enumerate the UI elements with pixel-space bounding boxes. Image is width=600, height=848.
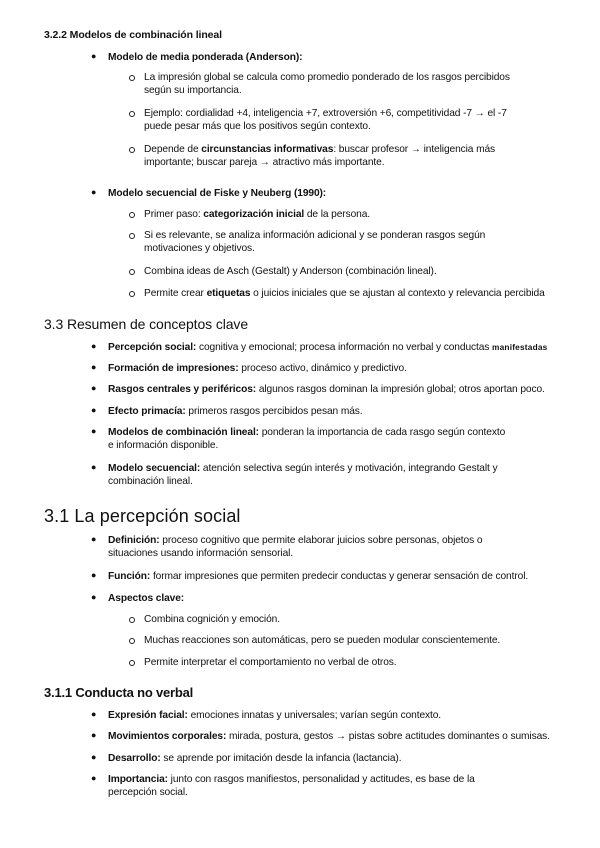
- bullet: ●: [91, 187, 97, 197]
- bullet: ●: [91, 383, 97, 393]
- definicion-item: Definición: proceso cognitivo que permite elaborar juicios sobre personas, objetos o situaciones usando información sensorial.: [108, 535, 483, 559]
- bullet: ●: [91, 405, 97, 415]
- sub-bullet: [129, 212, 135, 218]
- funcion-item: Función: formar impresiones que permiten predecir conductas y generar sensación de control.: [108, 571, 529, 582]
- bullet: ●: [91, 51, 97, 61]
- nonverbal-item-facial: Expresión facial: emociones innatas y universales; varían según contexto.: [108, 710, 442, 721]
- summary-item-percepcion: Percepción social: cognitiva y emocional; procesa información no verbal y conductas manifestadas: [108, 342, 548, 353]
- bullet: ●: [91, 752, 97, 762]
- sub-bullet: [129, 75, 135, 81]
- aspectos-clave-item: Aspectos clave:: [108, 593, 185, 604]
- nonverbal-item-desarrollo: Desarrollo: se aprende por imitación desde la infancia (lactancia).: [108, 753, 402, 764]
- sub-bullet: [129, 269, 135, 275]
- summary-item-combinacion: Modelos de combinación lineal: ponderan la importancia de cada rasgo según contexto e información disponible.: [108, 427, 506, 451]
- summary-item-formacion: Formación de impresiones: proceso activo, dinámico y predictivo.: [108, 363, 407, 374]
- bullet: ●: [91, 773, 97, 783]
- bullet: ●: [91, 534, 97, 544]
- anderson-item-1: La impresión global se calcula como promedio ponderado de los rasgos percibidos según su importancia.: [144, 72, 510, 96]
- sub-bullet: [129, 638, 135, 644]
- aspectos-sub-item-1: Combina cognición y emoción.: [144, 614, 280, 625]
- summary-item-primacia: Efecto primacía: primeros rasgos percibidos pesan más.: [108, 406, 363, 417]
- section-3-1-1-heading: 3.1.1 Conducta no verbal: [44, 685, 194, 700]
- aspectos-sub-item-2: Muchas reacciones son automáticas, pero se pueden modular conscientemente.: [144, 635, 501, 646]
- anderson-model-title: Modelo de media ponderada (Anderson):: [108, 52, 303, 63]
- summary-item-rasgos: Rasgos centrales y periféricos: algunos rasgos dominan la impresión global; otros aportan poco.: [108, 384, 545, 395]
- nonverbal-item-importancia: Importancia: junto con rasgos manifiestos, personalidad y actitudes, es base de la percepción social.: [108, 774, 475, 798]
- bullet: ●: [91, 362, 97, 372]
- bullet: ●: [91, 730, 97, 740]
- fiske-item-3: Combina ideas de Asch (Gestalt) y Anderson (combinación lineal).: [144, 266, 437, 277]
- anderson-item-3: Depende de circunstancias informativas: buscar profesor → inteligencia más importante; buscar pareja → atractivo más importante.: [144, 144, 496, 168]
- sub-bullet: [129, 147, 135, 153]
- sub-bullet: [129, 291, 135, 297]
- bullet: ●: [91, 709, 97, 719]
- fiske-item-2: Si es relevante, se analiza información adicional y se ponderan rasgos según motivaciones y objetivos.: [144, 230, 486, 254]
- fiske-model-title: Modelo secuencial de Fiske y Neuberg (1990):: [108, 188, 327, 199]
- bullet: ●: [91, 570, 97, 580]
- section-3-1-heading: 3.1 La percepción social: [44, 506, 241, 526]
- bullet: ●: [91, 592, 97, 602]
- section-3-2-2-heading: 3.2.2 Modelos de combinación lineal: [44, 29, 222, 41]
- sub-bullet: [129, 111, 135, 117]
- summary-item-secuencial: Modelo secuencial: atención selectiva según interés y motivación, integrando Gestalt y combinación lineal.: [108, 463, 498, 487]
- aspectos-sub-item-3: Permite interpretar el comportamiento no verbal de otros.: [144, 657, 397, 668]
- sub-bullet: [129, 233, 135, 239]
- sub-bullet: [129, 617, 135, 623]
- fiske-item-1: Primer paso: categorización inicial de la persona.: [144, 209, 371, 220]
- bullet: ●: [91, 341, 97, 351]
- bullet: ●: [91, 426, 97, 436]
- fiske-item-4: Permite crear etiquetas o juicios iniciales que se ajustan al contexto y relevancia percibida: [144, 288, 545, 299]
- anderson-item-2: Ejemplo: cordialidad +4, inteligencia +7, extroversión +6, competitividad -7 → el -7 puede pesar más que los positivos según contexto.: [144, 108, 507, 132]
- section-3-3-heading: 3.3 Resumen de conceptos clave: [44, 316, 249, 332]
- bullet: ●: [91, 462, 97, 472]
- sub-bullet: [129, 660, 135, 666]
- nonverbal-item-corporales: Movimientos corporales: mirada, postura, gestos → pistas sobre actitudes dominantes o sumisas.: [108, 731, 550, 742]
